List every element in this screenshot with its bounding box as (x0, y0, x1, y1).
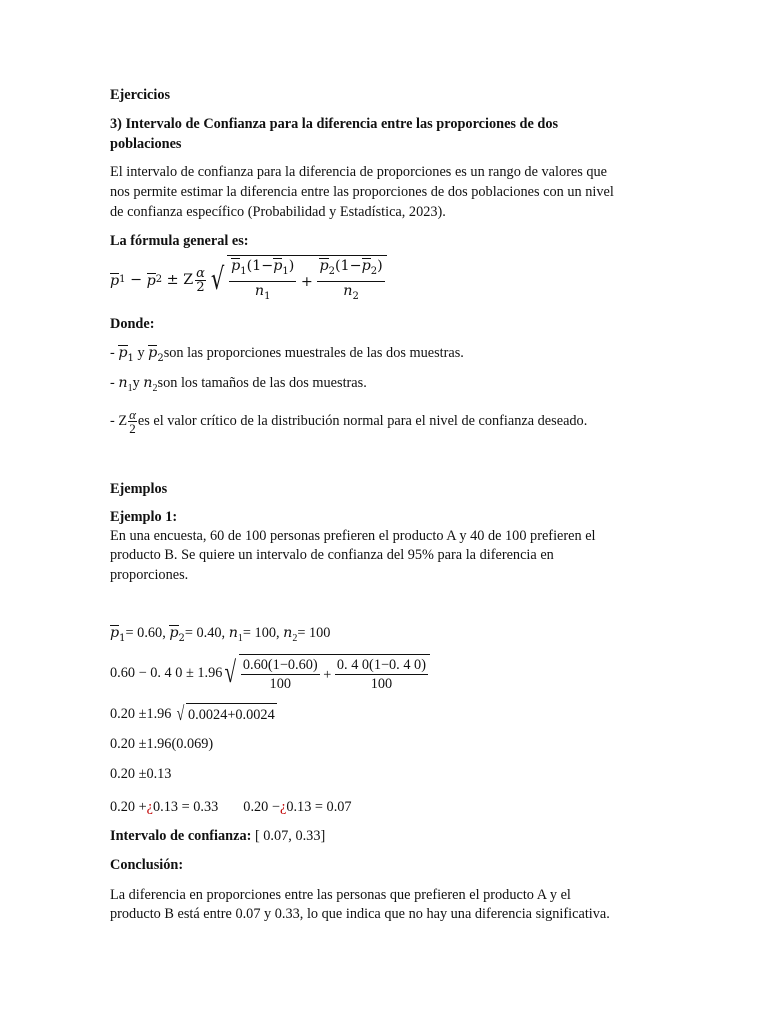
ejemplos-heading: Ejemplos (110, 481, 168, 497)
intro-line-2: nos permite estimar la diferencia entre las proporciones de dos poblaciones con un nivel (110, 184, 614, 200)
bounds-step: 0.20 +¿0.13 = 0.33 0.20 −¿0.13 = 0.07 (110, 799, 352, 815)
bullet-sizes: - $n_1y$ $n_2son$ los tamaños de las dos muestras. (110, 375, 367, 394)
donde-label: Donde: (110, 316, 155, 332)
heading-ejercicios: Ejercicios (110, 87, 171, 103)
margin-step: 0.20 ±0.13 (110, 766, 172, 782)
sqrt-terms: 0.0024+0.0024 (186, 703, 277, 725)
ejemplo1-line-3: proporciones. (110, 567, 189, 583)
ejemplo1-line-2: producto B. Se quiere un intervalo de confianza del 95% para la diferencia en (110, 547, 554, 563)
ejemplo1-line-1: En una encuesta, 60 de 100 personas prefieren el producto A y 40 de 100 prefieren el (110, 528, 596, 544)
interval-value: [ 0.07, 0.33] (254, 828, 326, 844)
conclusion-label: Conclusión: (110, 857, 184, 873)
intro-line-1: El intervalo de confianza para la diferencia de proporciones es un rango de valores que (110, 164, 607, 180)
sqrt-step: 0.20 ±1.96 √ 0.0024+0.0024 (110, 703, 275, 725)
bullet-sizes-text: son los tamaños de las dos muestras. (157, 375, 367, 391)
bullet-proportions-text: son las proporciones muestrales de las dos muestras. (163, 345, 464, 361)
bullet-critical-value: - Z α 2 es el valor crítico de la distribución normal para el nivel de confianza deseado. (110, 406, 588, 436)
given-values: $p_1= 0.60$, $p_2= 0.40$, $n_1= 100$, $n_2= 100$ (110, 625, 331, 644)
section-title-line-2: poblaciones (110, 136, 182, 152)
std-error-step: 0.20 ±1.96(0.069) (110, 736, 214, 752)
formula-label: La fórmula general es: (110, 233, 249, 249)
substituted-formula: 0.60 − 0. 4 0 ± 1.96 √ 0.60(1−0.60) 100 + $\frac{0. 4 0(1-0. 4 0)}{100}$ (110, 652, 430, 694)
bullet-critical-text: es el valor crítico de la distribución normal para el nivel de confianza deseado. (137, 413, 588, 429)
conclusion-line-1: La diferencia en proporciones entre las personas que prefieren el producto A y el (110, 887, 571, 903)
bullet-proportions: - $p_1$ y $p_2son$ las proporciones muestrales de las dos muestras. (110, 345, 464, 364)
conclusion-line-2: producto B está entre 0.07 y 0.33, lo que indica que no hay una diferencia significativa. (110, 906, 610, 922)
intro-line-3: de confianza específico (Probabilidad y Estadística, 2023). (110, 204, 446, 220)
general-formula: p 1 − p 2 ± Z α 2 √ $p_1(1-p_1)$ $n_1$ + $\frac{p_2(1-p_2)}{n_2}$ (110, 258, 387, 302)
std-error-value: (0.069) (171, 736, 214, 752)
section-title-line-1: 3) Intervalo de Confianza para la diferencia entre las proporciones de dos (110, 116, 559, 132)
interval-line (110, 826, 325, 846)
interval-label: Intervalo de confianza: (110, 828, 252, 844)
ejemplo1-title: Ejemplo 1: (110, 509, 178, 525)
